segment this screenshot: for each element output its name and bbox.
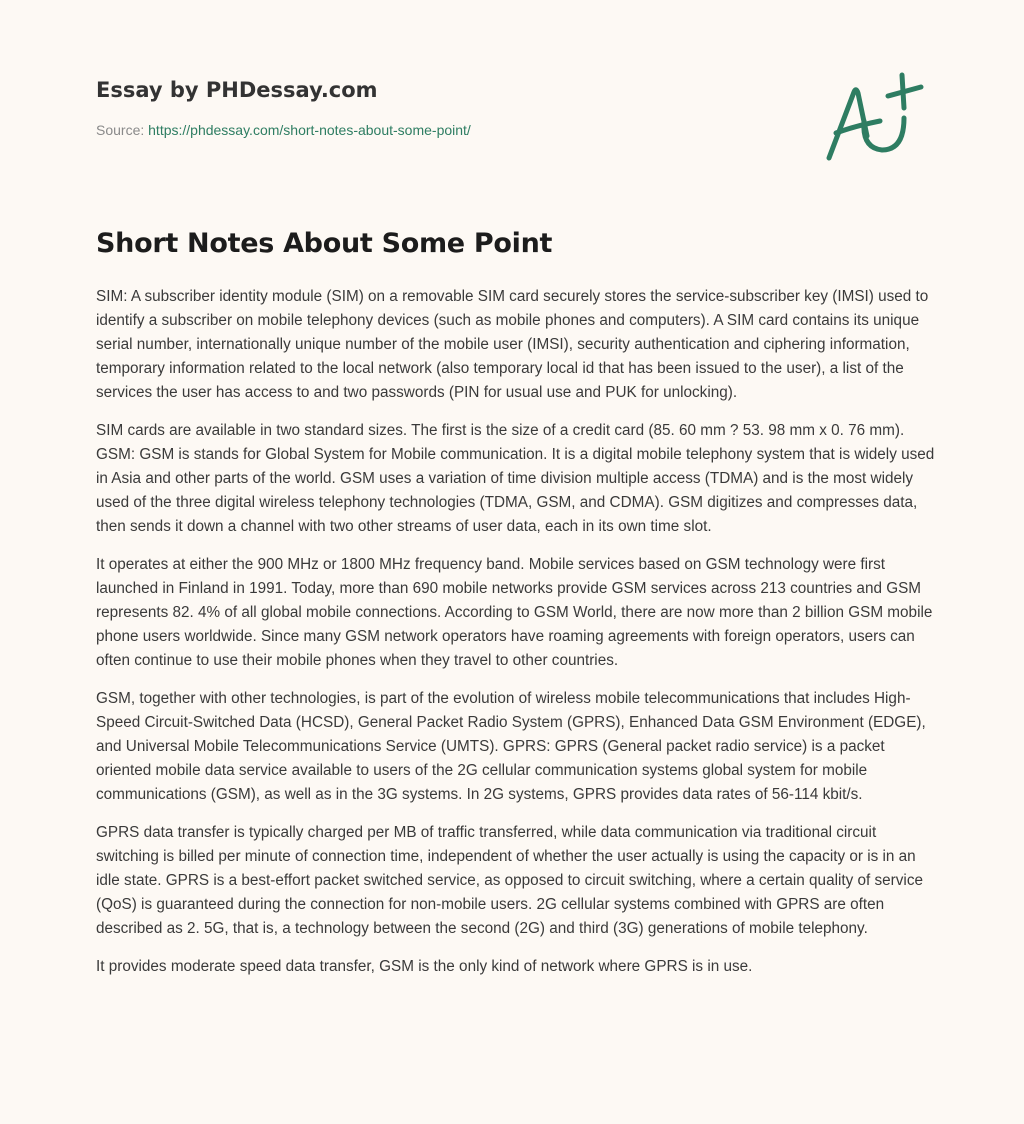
source-line — [96, 120, 796, 140]
article-paragraph: SIM cards are available in two standard sizes. The first is the size of a credit card (85. 60 mm ? 53. 98 mm x 0. 76 mm). GSM: GSM is stands for Global System for Mobile communication. It is a digital mobile telephony system that is widely used in Asia and other parts of the world. GSM uses a variation of time division multiple access (TDMA) and is the most widely used of the three digital wireless telephony technologies (TDMA, GSM, and CDMA). GSM digitizes and compresses data, then sends it down a channel with two other streams of user data, each in its own time slot. — [96, 422, 935, 535]
site-title: Essay by PHDessay.com — [96, 78, 378, 102]
a-plus-grade-icon — [820, 66, 930, 166]
article-paragraph: GSM, together with other technologies, is part of the evolution of wireless mobile telecommunications that includes High-Speed Circuit-Switched Data (HCSD), General Packet Radio System (GPRS), Enhanced Data GSM Environment (EDGE), and Universal Mobile Telecommunications Service (UMTS). GPRS: GPRS (General packet radio service) is a packet oriented mobile data service available to users of the 2G cellular communication systems global system for mobile communications (GSM), as well as in the 3G systems. In 2G systems, GPRS provides data rates of 56-114 kbit/s. — [96, 690, 926, 803]
article-paragraph: SIM: A subscriber identity module (SIM) on a removable SIM card securely stores the service-subscriber key (IMSI) used to identify a subscriber on mobile telephony devices (such as mobile phones and computers). A SIM card contains its unique serial number, internationally unique number of the mobile user (IMSI), security authentication and ciphering information, temporary information related to the local network (also temporary local id that has been issued to the user), a list of the services the user has access to and two passwords (PIN for usual use and PUK for unlocking). — [96, 288, 929, 401]
page-header — [96, 76, 796, 140]
source-label: Source: — [96, 122, 145, 138]
article-body — [96, 285, 936, 993]
article-paragraph: GPRS data transfer is typically charged per MB of traffic transferred, while data communication via traditional circuit switching is billed per minute of connection time, independent of whether the user actually is using the capacity or is in an idle state. GPRS is a best-effort packet switched service, as opposed to circuit switching, where a certain quality of service (QoS) is guaranteed during the connection for non-mobile users. 2G cellular systems combined with GPRS are often described as 2. 5G, that is, a technology between the second (2G) and third (3G) generations of mobile telephony. — [96, 824, 923, 937]
source-link[interactable]: https://phdessay.com/short-notes-about-some-point/ — [148, 122, 471, 138]
article-paragraph: It provides moderate speed data transfer, GSM is the only kind of network where GPRS is in use. — [96, 958, 753, 975]
article-paragraph: It operates at either the 900 MHz or 1800 MHz frequency band. Mobile services based on GSM technology were first launched in Finland in 1991. Today, more than 690 mobile networks provide GSM services across 213 countries and GSM represents 82. 4% of all global mobile connections. According to GSM World, there are now more than 2 billion GSM mobile phone users worldwide. Since many GSM network operators have roaming agreements with foreign operators, users can often continue to use their mobile phones when they travel to other countries. — [96, 556, 933, 669]
article-title: Short Notes About Some Point — [96, 228, 553, 259]
